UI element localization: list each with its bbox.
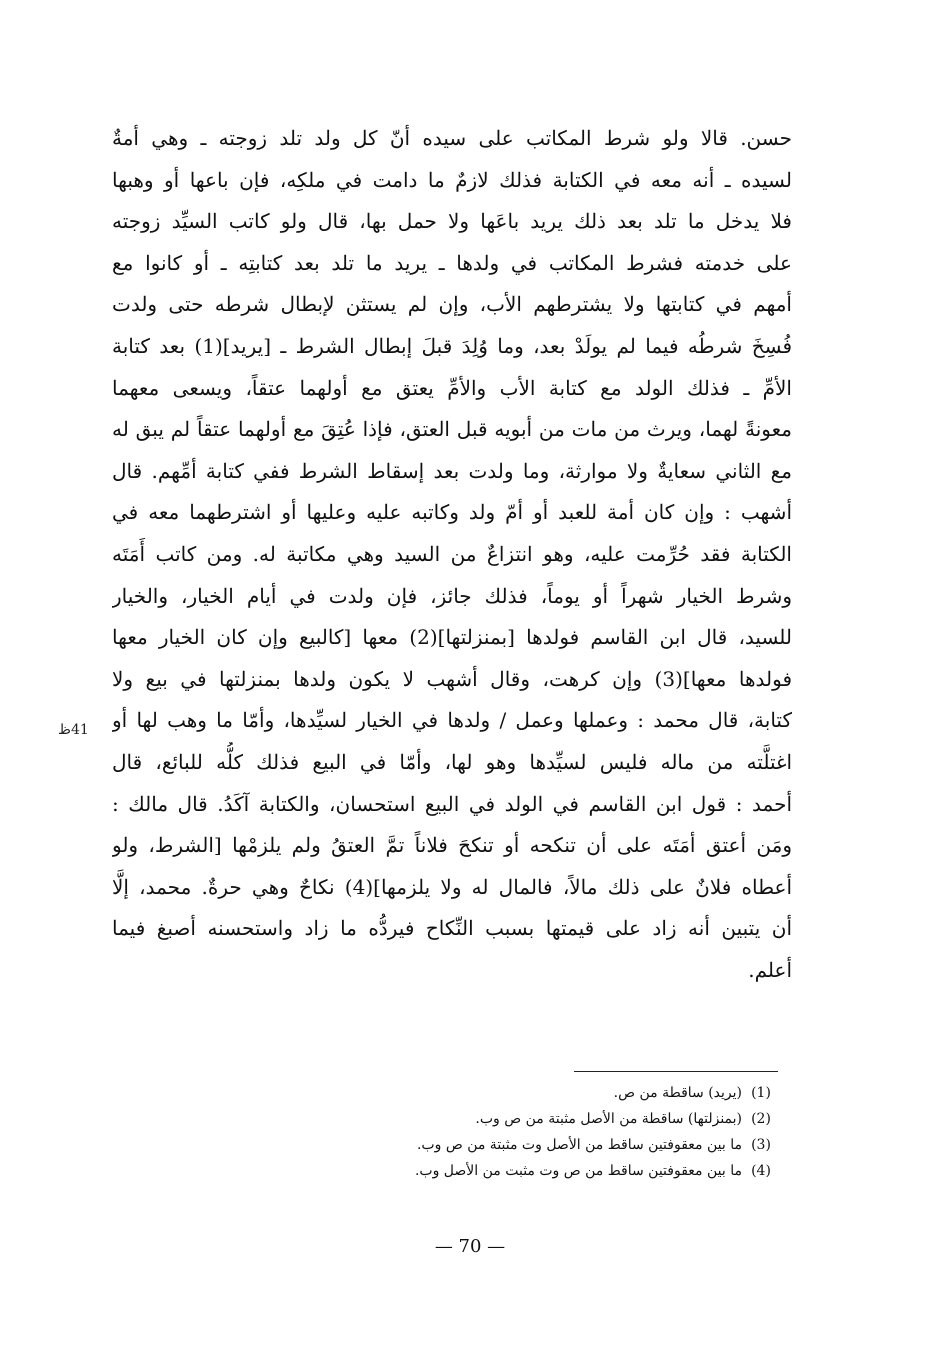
text-line: الكتابة فقد حُرِّمت عليه، وهو انتزاعٌ من السيد وهي مكاتبة له. ومن كاتب أَمَتَه [112,541,792,566]
text-line: ومَن أعتق أمَتَه على أن تنكحه أو تنكحَ فلاناً تمَّ العتقُ ولم يلزمْها [الشرط، ولو [112,833,792,858]
footnote-text: ما بين معقوفتين ساقط من ص وت مثبت من الأصل وب. [414,1163,742,1179]
text-line: حسن. قالا ولو شرط المكاتب على سيده أنّ كل ولد تلد زوجته ـ وهي أمةٌ [112,126,792,150]
footnote-text: ما بين معقوفتين ساقط من الأصل وت مثبتة من ص وب. [416,1137,742,1153]
text-line: للسيد، قال ابن القاسم فولدها [بمنزلتها](2) معها [كالبيع وإن كان الخيار معها [112,625,792,650]
text-line: فلا يدخل ما تلد بعد ذلك يريد باعَها ولا حمل بها، قال ولو كاتب السيِّد زوجته [112,209,792,234]
footnote-item [320,1080,780,1106]
footnote-number: (4) [751,1163,771,1179]
footnote-item [320,1158,780,1184]
footnote-text: (بمنزلتها) ساقطة من الأصل مثبتة من ص وب. [475,1111,742,1127]
text-line: فولدها معها](3) وإن كرهت، وقال أشهب لا يكون ولدها بمنزلتها في بيع ولا [112,666,792,691]
text-line: معونةً لهما، ويرث من مات من أبويه قبل العتق، فإذا عُتِقَ مع أولهما عتقاً لم يبق له [112,417,792,442]
text-line: أن يتبين أنه زاد على قيمتها بسبب النِّكاح فيردُّه ما زاد واستحسنه أصبغ فيما [112,916,792,941]
footnote-item [320,1132,780,1158]
text-line: فُسِخَ شرطُه فيما لم يولَدْ بعد، وما وُلِدَ قبلَ إبطال الشرط ـ [يريد](1) بعد كتابة [112,333,792,358]
footnote-number: (2) [751,1111,771,1127]
text-line: أمهم في كتابتها ولا يشترطهم الأب، وإن لم يستثن لإبطال شرطه حتى ولدت [112,292,792,317]
footnote-divider [574,1071,778,1072]
text-line-last: أعلم. [748,957,792,982]
footnote-number: (3) [751,1137,771,1153]
text-line: أشهب : وإن كان أمة للعبد أو أمّ ولد وكاتبه عليه وعليها أو اشترطهما معه في [112,500,792,525]
footnotes [320,1080,780,1184]
text-line: كتابة، قال محمد : وعملها وعمل / ولدها في الخيار لسيِّدها، وأمّا ما وهب لها أو [112,708,792,733]
text-line: اغتلَّته من ماله فليس لسيِّدها وهو لها، وأمّا في البيع فذلك كلُّه للبائع، قال [112,749,792,774]
text-line: وشرط الخيار شهراً أو يوماً، فذلك جائز، فإن ولدت في أيام الخيار، والخيار [112,583,792,608]
text-line: على خدمته فشرط المكاتب في ولدها ـ يريد ما تلد بعد كتابتِه ـ أو كانوا مع [112,250,792,275]
footnote-number: (1) [751,1085,771,1101]
text-line: أعطاه فلانٌ على ذلك مالاً، فالمال له ولا يلزمها](4) نكاحٌ وهي حرةٌ. محمد، إلَّا [112,874,792,899]
text-line: الأمِّ ـ فذلك الولد مع كتابة الأب والأمِّ يعتق مع أولهما عتقاً، ويسعى معهما [112,375,792,400]
text-line: مع الثاني سعايةٌ ولا موارثة، وما ولدت بعد إسقاط الشرط ففي كتابة أمِّهم. قال [112,458,792,483]
footnote-item [320,1106,780,1132]
text-line: أحمد : قول ابن القاسم في الولد في البيع استحسان، والكتابة آكَدُ. قال مالك : [112,791,792,816]
body-text [112,118,792,991]
folio-margin-note: 41ظ [58,722,89,738]
page-number: — 70 — [434,1236,506,1257]
footnote-text: (يريد) ساقطة من ص. [613,1085,742,1101]
text-line: لسيده ـ أنه معه في الكتابة فذلك لازمٌ ما دامت في ملكِه، فإن باعها أو وهبها [112,167,792,192]
